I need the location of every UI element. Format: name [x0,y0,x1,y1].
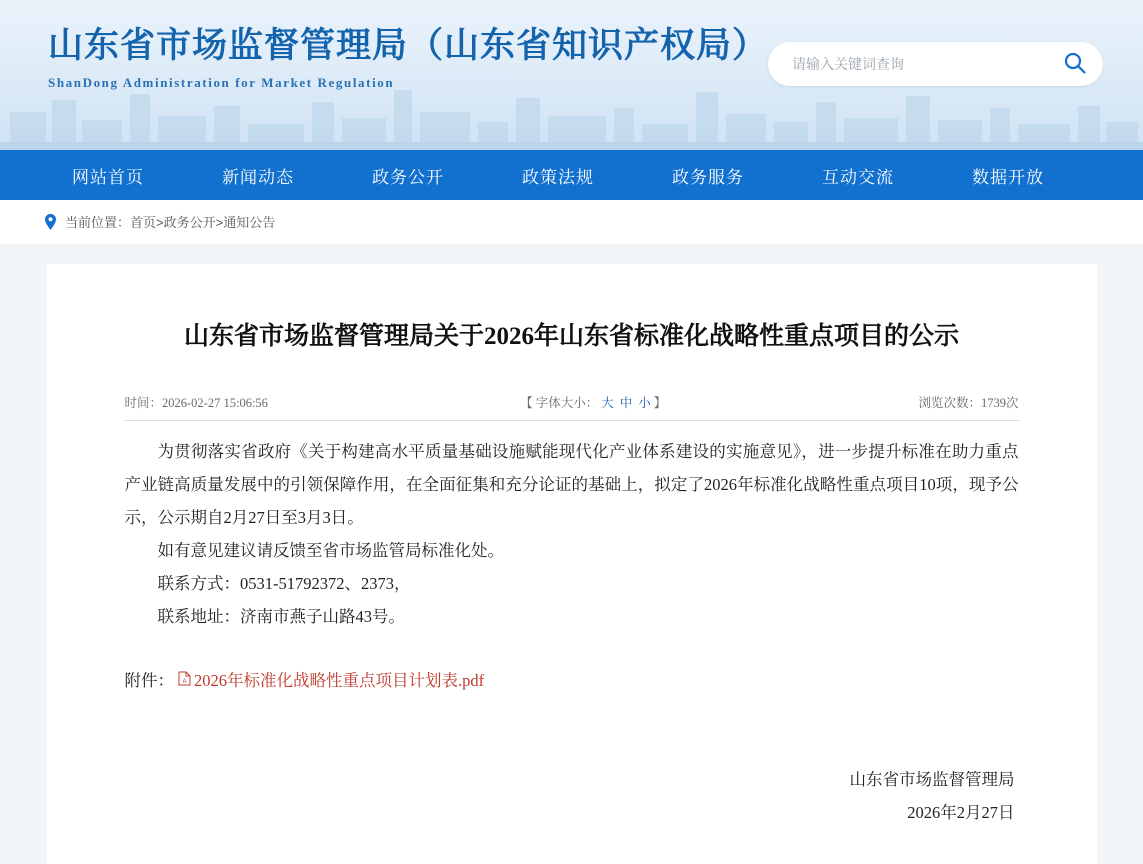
breadcrumb [0,200,1143,244]
main-nav [0,150,1143,200]
search-icon [1062,50,1088,79]
attachment-row [125,667,1019,691]
nav-item-services[interactable]: 政务服务 [672,167,744,187]
font-size-label: 【 字体大小： [520,395,599,410]
signature-org: 山东省市场监督管理局 [849,769,1015,789]
article-body [125,435,1019,633]
nav-item-open-data[interactable]: 数据开放 [972,167,1044,187]
article-card [47,264,1097,864]
font-size-controls [520,393,666,411]
nav-item-interaction[interactable]: 互动交流 [822,167,894,187]
nav-item-home[interactable]: 网站首页 [72,167,144,187]
nav-item-government-affairs[interactable]: 政务公开 [372,167,444,187]
article-time [125,393,268,411]
font-size-large-button[interactable]: 大 [601,395,614,410]
font-size-small-button[interactable]: 小 [638,395,651,410]
site-header [0,0,1143,150]
article-paragraph-1: 为贯彻落实省政府《关于构建高水平质量基础设施赋能现代化产业体系建设的实施意见》，进一步提升标准在助力重点产业链高质量发展中的引领保障作用，在全面征集和充分论证的基础上，拟定了2026年标准化战略性重点项目10项，现予公示，公示期自2月27日至3月3日。 [124,441,1019,527]
article-paragraph-2: 如有意见建议请反馈至省市场监管局标准化处。 [157,540,504,560]
article-views [918,393,1018,411]
attachment-link[interactable]: 2026年标准化战略性重点项目计划表.pdf [194,670,485,690]
font-size-medium-button[interactable]: 中 [619,395,633,410]
article-time-label: 时间： [124,395,163,410]
font-size-close-bracket: 】 [653,395,667,410]
attachment-label: 附件： [124,670,174,690]
page-title: 山东省市场监督管理局关于2026年山东省标准化战略性重点项目的公示 [183,323,959,350]
location-pin-icon [44,214,57,230]
nav-item-policies[interactable]: 政策法规 [522,167,594,187]
svg-text:A: A [182,679,187,686]
breadcrumb-path[interactable]: 首页>政务公开>通知公告 [130,215,276,230]
content-background [0,244,1143,864]
site-branding [48,24,768,91]
nav-item-news[interactable]: 新闻动态 [222,167,294,187]
pdf-icon [178,671,191,686]
site-title-cn: 山东省市场监督管理局（山东省知识产权局） [48,26,769,65]
article-paragraph-3: 联系方式：0531-51792372、2373， [157,573,411,593]
views-label: 浏览次数： [918,395,981,410]
search-box[interactable] [768,42,1103,86]
search-input[interactable] [790,55,1055,73]
search-button[interactable] [1055,44,1095,84]
signature-date: 2026年2月27日 [907,802,1015,822]
views-value: 1739次 [980,395,1019,410]
site-title-en: ShanDong Administration for Market Regulation [48,75,395,91]
article-meta [125,393,1019,421]
article-time-value: 2026-02-27 15:06:56 [162,395,268,410]
breadcrumb-label: 当前位置： [65,215,131,230]
article-paragraph-4: 联系地址：济南市燕子山路43号。 [157,606,405,626]
article-signature [125,763,1019,829]
